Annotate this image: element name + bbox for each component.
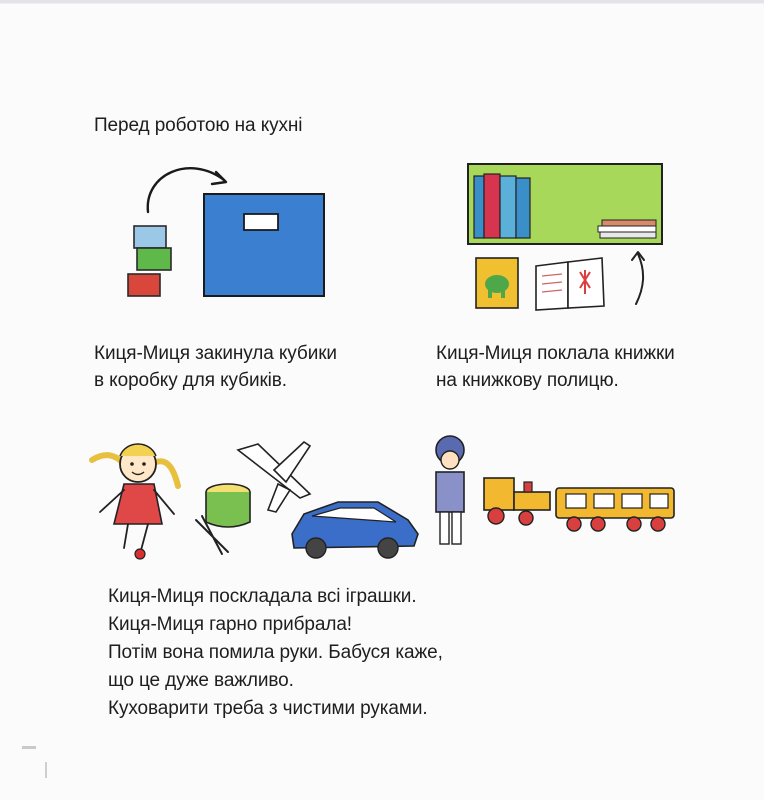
story-line: що це дуже важливо. xyxy=(108,670,294,691)
doll-icon xyxy=(92,444,178,559)
page-edge-mark xyxy=(22,746,36,749)
caption-line: на книжкову полицю. xyxy=(436,370,619,391)
caption-line: Киця-Миця поклала книжки xyxy=(436,343,675,364)
caption-line: Киця-Миця закинула кубики xyxy=(94,343,337,364)
caption-line: в коробку для кубиків. xyxy=(94,370,287,391)
toy-soldier-icon xyxy=(436,436,464,544)
open-book-icon xyxy=(536,258,604,310)
story-text xyxy=(108,583,443,723)
toys-illustration xyxy=(78,430,688,570)
toy-cubes xyxy=(128,226,171,296)
story-line: Потім вона помила руки. Бабуся каже, xyxy=(108,642,443,663)
page-edge-mark xyxy=(45,762,47,778)
bookshelf xyxy=(468,164,662,244)
caption-books xyxy=(436,340,675,394)
top-divider-shadow xyxy=(0,3,764,4)
up-arrow-icon xyxy=(632,252,644,304)
page-heading: Перед роботою на кухні xyxy=(94,115,303,136)
bookshelf-illustration xyxy=(462,160,672,320)
story-line: Куховарити треба з чистими руками. xyxy=(108,698,428,719)
story-line: Киця-Миця поскладала всі іграшки. xyxy=(108,586,417,607)
story-line: Киця-Миця гарно прибрала! xyxy=(108,614,352,635)
picture-book-icon xyxy=(476,258,518,308)
cubes-box-illustration xyxy=(120,150,340,300)
drum-icon xyxy=(196,484,250,554)
toy-box xyxy=(204,194,324,296)
toy-train-icon xyxy=(484,478,674,531)
toy-car-icon xyxy=(292,502,418,558)
caption-blocks xyxy=(94,340,337,394)
